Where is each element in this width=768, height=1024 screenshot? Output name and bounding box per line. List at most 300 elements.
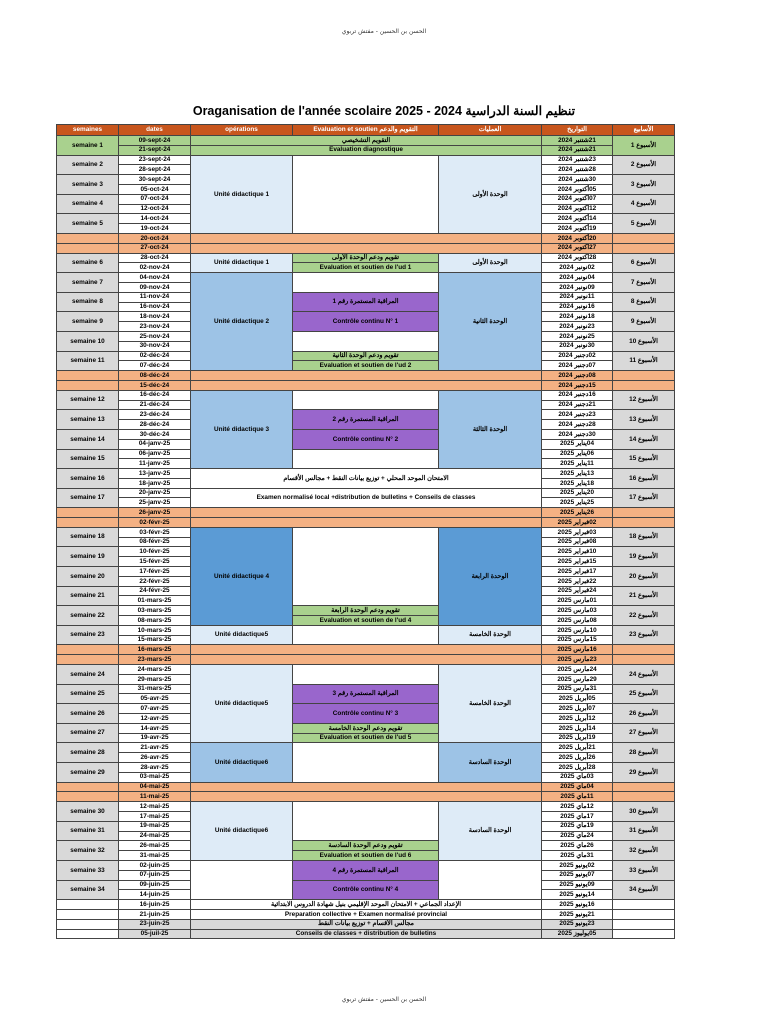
table-row (57, 429, 675, 439)
date-cell: 19-oct-24 (119, 224, 191, 234)
week-ar-label: الأسبوع 26 (613, 704, 675, 724)
date-cell: 23-sept-24 (119, 155, 191, 165)
eval-cell: تقويم ودعم الوحدة الثانية (293, 351, 439, 361)
table-row (57, 488, 675, 498)
date-cell: 09-juin-25 (119, 880, 191, 890)
vacation-cell (613, 655, 675, 665)
week-label: semaine 5 (57, 214, 119, 234)
table-row (57, 273, 675, 283)
date-cell: 06-janv-25 (119, 449, 191, 459)
table-row (57, 919, 675, 929)
unit-cell: Unité didactique 2 (191, 273, 293, 371)
week-ar-label: الأسبوع 14 (613, 429, 675, 449)
date-cell: 16-mars-25 (119, 645, 191, 655)
event-cell: Conseils de classes + distribution de bulletins (191, 929, 542, 939)
table-row (57, 743, 675, 753)
date-cell: 11-janv-25 (119, 459, 191, 469)
date-cell: 28-déc-24 (119, 420, 191, 430)
table-row (57, 331, 675, 341)
table-row (57, 155, 675, 165)
date-ar-cell: 25نونبر 2024 (542, 331, 613, 341)
week-ar-label: الأسبوع 4 (613, 194, 675, 214)
week-ar-label: الأسبوع 34 (613, 880, 675, 900)
table-row (57, 361, 675, 371)
date-ar-cell: 01مارس 2025 (542, 596, 613, 606)
table-row (57, 253, 675, 263)
vacation-cell (191, 655, 542, 665)
vacation-cell (613, 243, 675, 253)
week-label: semaine 23 (57, 625, 119, 645)
table-row (57, 684, 675, 694)
date-ar-cell: 08فبراير 2025 (542, 537, 613, 547)
col-operations: opérations (191, 125, 293, 136)
blank-cell (613, 919, 675, 929)
date-ar-cell: 30دجنبر 2024 (542, 429, 613, 439)
col-evaluation: Evaluation et soutien التقويم والدعم (293, 125, 439, 136)
date-cell: 19-avr-25 (119, 733, 191, 743)
date-ar-cell: 15دجنبر 2024 (542, 380, 613, 390)
unit-cell: Unité didactique6 (191, 802, 293, 861)
blank-cell (613, 900, 675, 910)
vacation-cell (191, 371, 542, 381)
eval-cell: المراقبة المستمرة رقم 3 (293, 684, 439, 704)
event-cell: مجالس الأقسام + توزيع بيانات النقط (191, 919, 542, 929)
date-cell: 15-févr-25 (119, 557, 191, 567)
calendar-table (56, 124, 675, 939)
week-ar-label: الأسبوع 25 (613, 684, 675, 704)
table-row (57, 841, 675, 851)
eval-cell-empty (293, 527, 439, 605)
week-ar-label: الأسبوع 22 (613, 606, 675, 626)
date-ar-cell: 21شتنبر 2024 (542, 145, 613, 155)
week-label: semaine 11 (57, 351, 119, 371)
table-row (57, 704, 675, 714)
eval-cell-empty (293, 449, 439, 469)
table-row (57, 900, 675, 910)
date-cell: 23-juin-25 (119, 919, 191, 929)
vacation-cell (57, 233, 119, 243)
vacation-cell (191, 518, 542, 528)
date-cell: 26-avr-25 (119, 753, 191, 763)
table-row (57, 527, 675, 537)
date-ar-cell: 17ماي 2025 (542, 811, 613, 821)
date-cell: 19-mai-25 (119, 821, 191, 831)
vacation-cell (57, 645, 119, 655)
date-cell: 09-nov-24 (119, 282, 191, 292)
week-ar-label: الأسبوع 7 (613, 273, 675, 293)
eval-cell: تقويم ودعم الوحدة الأولى (293, 253, 439, 263)
week-label: semaine 13 (57, 410, 119, 430)
blank-cell (57, 919, 119, 929)
table-row (57, 733, 675, 743)
vacation-cell (613, 518, 675, 528)
date-ar-cell: 22فبراير 2025 (542, 576, 613, 586)
date-ar-cell: 16دجنبر 2024 (542, 390, 613, 400)
date-ar-cell: 23شتنبر 2024 (542, 155, 613, 165)
date-ar-cell: 20أكتوبر 2024 (542, 233, 613, 243)
date-cell: 25-janv-25 (119, 498, 191, 508)
vacation-cell (57, 380, 119, 390)
date-ar-cell: 02نونبر 2024 (542, 263, 613, 273)
table-row (57, 449, 675, 459)
date-cell: 11-nov-24 (119, 292, 191, 302)
date-cell: 13-janv-25 (119, 469, 191, 479)
week-ar-label: الأسبوع 9 (613, 312, 675, 332)
unit-ar-cell: الوحدة السادسة (439, 743, 542, 782)
date-ar-cell: 02يونيو 2025 (542, 860, 613, 870)
date-cell: 02-déc-24 (119, 351, 191, 361)
date-cell: 07-déc-24 (119, 361, 191, 371)
date-ar-cell: 14يونيو 2025 (542, 890, 613, 900)
week-ar-label: الأسبوع 17 (613, 488, 675, 508)
unit-cell: Unité didactique 3 (191, 390, 293, 468)
date-cell: 15-mars-25 (119, 635, 191, 645)
vacation-row (57, 782, 675, 792)
date-ar-cell: 31مارس 2025 (542, 684, 613, 694)
date-ar-cell: 07أكتوبر 2024 (542, 194, 613, 204)
event-cell: التقويم التشخيصي (191, 136, 542, 146)
table-row (57, 625, 675, 635)
table-row (57, 665, 675, 675)
week-label: semaine 29 (57, 763, 119, 783)
unit-ar-cell: الوحدة الثانية (439, 273, 542, 371)
table-header-row (57, 125, 675, 136)
date-cell: 26-janv-25 (119, 508, 191, 518)
week-label: semaine 20 (57, 567, 119, 587)
table-row (57, 390, 675, 400)
date-ar-cell: 24مارس 2025 (542, 665, 613, 675)
date-cell: 14-avr-25 (119, 723, 191, 733)
unit-cell: Unité didactique 1 (191, 155, 293, 233)
date-ar-cell: 23نونبر 2024 (542, 322, 613, 332)
date-ar-cell: 11ماي 2025 (542, 792, 613, 802)
week-label: semaine 16 (57, 469, 119, 489)
week-label: semaine 8 (57, 292, 119, 312)
date-ar-cell: 02دجنبر 2024 (542, 351, 613, 361)
table-row (57, 851, 675, 861)
eval-cell: Evaluation et soutien de l'ud 6 (293, 851, 439, 861)
week-ar-label: الأسبوع 21 (613, 586, 675, 606)
date-ar-cell: 19أكتوبر 2024 (542, 224, 613, 234)
date-ar-cell: 04نونبر 2024 (542, 273, 613, 283)
date-cell: 03-févr-25 (119, 527, 191, 537)
event-cell: Evaluation diagnostique (191, 145, 542, 155)
date-cell: 26-mai-25 (119, 841, 191, 851)
vacation-cell (191, 508, 542, 518)
date-ar-cell: 06يناير 2025 (542, 449, 613, 459)
week-label: semaine 24 (57, 665, 119, 685)
week-ar-label: الأسبوع 27 (613, 723, 675, 743)
date-cell: 02-nov-24 (119, 263, 191, 273)
unit-ar-cell: الوحدة الخامسة (439, 665, 542, 743)
vacation-cell (57, 655, 119, 665)
date-ar-cell: 29مارس 2025 (542, 674, 613, 684)
unit-ar-cell: الوحدة الأولى (439, 155, 542, 233)
eval-cell-empty (293, 273, 439, 293)
eval-cell: Contrôle continu N° 4 (293, 880, 439, 900)
date-ar-cell: 18يناير 2025 (542, 478, 613, 488)
date-ar-cell: 31ماي 2025 (542, 851, 613, 861)
date-cell: 12-mai-25 (119, 802, 191, 812)
date-cell: 28-avr-25 (119, 763, 191, 773)
date-cell: 07-avr-25 (119, 704, 191, 714)
date-cell: 20-oct-24 (119, 233, 191, 243)
week-ar-label: الأسبوع 12 (613, 390, 675, 410)
date-ar-cell: 21يونيو 2025 (542, 909, 613, 919)
week-ar-label: الأسبوع 20 (613, 567, 675, 587)
date-cell: 08-mars-25 (119, 616, 191, 626)
vacation-cell (191, 792, 542, 802)
date-ar-cell: 11يناير 2025 (542, 459, 613, 469)
date-ar-cell: 28أبريل 2025 (542, 763, 613, 773)
date-ar-cell: 16مارس 2025 (542, 645, 613, 655)
date-cell: 05-oct-24 (119, 184, 191, 194)
date-cell: 30-sept-24 (119, 175, 191, 185)
date-cell: 17-févr-25 (119, 567, 191, 577)
date-cell: 27-oct-24 (119, 243, 191, 253)
week-label: semaine 15 (57, 449, 119, 469)
date-ar-cell: 07أبريل 2025 (542, 704, 613, 714)
vacation-row (57, 518, 675, 528)
week-ar-label: الأسبوع 24 (613, 665, 675, 685)
eval-cell-empty (293, 390, 439, 410)
date-cell: 25-nov-24 (119, 331, 191, 341)
date-cell: 31-mai-25 (119, 851, 191, 861)
date-cell: 28-sept-24 (119, 165, 191, 175)
eval-cell: تقويم ودعم الوحدة الخامسة (293, 723, 439, 733)
vacation-cell (191, 380, 542, 390)
date-cell: 24-mai-25 (119, 831, 191, 841)
date-cell: 12-oct-24 (119, 204, 191, 214)
eval-cell-empty (293, 802, 439, 841)
eval-cell: Contrôle continu N° 2 (293, 429, 439, 449)
week-ar-label: الأسبوع 28 (613, 743, 675, 763)
week-ar-label: الأسبوع 2 (613, 155, 675, 175)
unit-ar-cell: الوحدة الثالثة (439, 390, 542, 468)
date-ar-cell: 17فبراير 2025 (542, 567, 613, 577)
week-label: semaine 4 (57, 194, 119, 214)
week-ar-label: الأسبوع 32 (613, 841, 675, 861)
week-label: semaine 9 (57, 312, 119, 332)
ops-cell-empty (191, 860, 293, 899)
week-label: semaine 6 (57, 253, 119, 273)
vacation-cell (191, 645, 542, 655)
date-cell: 29-mars-25 (119, 674, 191, 684)
week-label: semaine 21 (57, 586, 119, 606)
col-ar-operations: العمليات (439, 125, 542, 136)
eval-cell: تقويم ودعم الوحدة الرابعة (293, 606, 439, 616)
date-ar-cell: 28دجنبر 2024 (542, 420, 613, 430)
week-label: semaine 14 (57, 429, 119, 449)
eval-cell: المراقبة المستمرة رقم 2 (293, 410, 439, 430)
table-row (57, 723, 675, 733)
vacation-row (57, 243, 675, 253)
week-label: semaine 18 (57, 527, 119, 547)
date-ar-cell: 11نونبر 2024 (542, 292, 613, 302)
col-ar-weeks: الأسابيع (613, 125, 675, 136)
week-label: semaine 10 (57, 331, 119, 351)
table-row (57, 136, 675, 146)
week-ar-label: الأسبوع 30 (613, 802, 675, 822)
col-ar-dates: التواريخ (542, 125, 613, 136)
date-ar-cell: 24فبراير 2025 (542, 586, 613, 596)
date-ar-cell: 14أكتوبر 2024 (542, 214, 613, 224)
date-cell: 30-nov-24 (119, 341, 191, 351)
date-ar-cell: 26ماي 2025 (542, 841, 613, 851)
date-cell: 16-déc-24 (119, 390, 191, 400)
table-row (57, 292, 675, 302)
eval-cell: Contrôle continu N° 3 (293, 704, 439, 724)
date-ar-cell: 25يناير 2025 (542, 498, 613, 508)
date-cell: 14-juin-25 (119, 890, 191, 900)
week-ar-label: الأسبوع 16 (613, 469, 675, 489)
date-ar-cell: 23دجنبر 2024 (542, 410, 613, 420)
date-cell: 18-nov-24 (119, 312, 191, 322)
week-ar-label: الأسبوع 31 (613, 821, 675, 841)
table-row (57, 880, 675, 890)
week-ar-label: الأسبوع 19 (613, 547, 675, 567)
date-cell: 31-mars-25 (119, 684, 191, 694)
vacation-cell (191, 243, 542, 253)
eval-cell: Evaluation et soutien de l'ud 2 (293, 361, 439, 371)
date-cell: 03-mai-25 (119, 772, 191, 782)
date-ar-cell: 21أبريل 2025 (542, 743, 613, 753)
vacation-row (57, 380, 675, 390)
date-cell: 09-sept-24 (119, 136, 191, 146)
vacation-row (57, 508, 675, 518)
date-cell: 28-oct-24 (119, 253, 191, 263)
date-ar-cell: 15فبراير 2025 (542, 557, 613, 567)
date-cell: 23-déc-24 (119, 410, 191, 420)
date-ar-cell: 27أكتوبر 2024 (542, 243, 613, 253)
date-cell: 05-avr-25 (119, 694, 191, 704)
table-row (57, 263, 675, 273)
week-ar-label: الأسبوع 33 (613, 860, 675, 880)
week-label: semaine 30 (57, 802, 119, 822)
eval-cell-empty (293, 331, 439, 351)
vacation-cell (613, 380, 675, 390)
table-row (57, 351, 675, 361)
date-cell: 21-déc-24 (119, 400, 191, 410)
unit-cell: Unité didactique 1 (191, 253, 293, 273)
page-title: Oraganisation de l'année scolaire 2025 - 2024 تنظيم السنة الدراسية (192, 104, 576, 118)
date-ar-cell: 02فبراير 2025 (542, 518, 613, 528)
vacation-cell (613, 782, 675, 792)
unit-ar-cell: الوحدة السادسة (439, 802, 542, 861)
week-label: semaine 31 (57, 821, 119, 841)
week-ar-label: الأسبوع 18 (613, 527, 675, 547)
date-ar-cell: 04يناير 2025 (542, 439, 613, 449)
date-cell: 18-janv-25 (119, 478, 191, 488)
week-ar-label: الأسبوع 3 (613, 175, 675, 195)
table-row (57, 929, 675, 939)
date-ar-cell: 20يناير 2025 (542, 488, 613, 498)
date-ar-cell: 03مارس 2025 (542, 606, 613, 616)
date-cell: 23-nov-24 (119, 322, 191, 332)
event-cell: Examen normalisé local +distribution de bulletins + Conseils de classes (191, 488, 542, 508)
date-cell: 10-févr-25 (119, 547, 191, 557)
date-cell: 11-mai-25 (119, 792, 191, 802)
eval-cell: Evaluation et soutien de l'ud 5 (293, 733, 439, 743)
event-cell: Preparation collective + Examen normalisé provincial (191, 909, 542, 919)
week-ar-label: الأسبوع 11 (613, 351, 675, 371)
vacation-cell (613, 645, 675, 655)
date-ar-cell: 26يناير 2025 (542, 508, 613, 518)
date-cell: 08-févr-25 (119, 537, 191, 547)
col-semaines: semaines (57, 125, 119, 136)
date-cell: 12-avr-25 (119, 714, 191, 724)
date-cell: 05-juil-25 (119, 929, 191, 939)
vacation-row (57, 233, 675, 243)
date-cell: 24-févr-25 (119, 586, 191, 596)
vacation-row (57, 792, 675, 802)
week-label: semaine 33 (57, 860, 119, 880)
unit-ar-cell: الوحدة الأولى (439, 253, 542, 273)
table-row (57, 312, 675, 322)
unit-cell: Unité didactique 4 (191, 527, 293, 625)
week-label: semaine 34 (57, 880, 119, 900)
week-ar-label: الأسبوع 5 (613, 214, 675, 234)
eval-cell: تقويم ودعم الوحدة السادسة (293, 841, 439, 851)
date-cell: 16-nov-24 (119, 302, 191, 312)
table-row (57, 616, 675, 626)
date-ar-cell: 03ماي 2025 (542, 772, 613, 782)
blank-cell (57, 900, 119, 910)
date-ar-cell: 19ماي 2025 (542, 821, 613, 831)
date-ar-cell: 26أبريل 2025 (542, 753, 613, 763)
vacation-cell (57, 508, 119, 518)
vacation-cell (613, 233, 675, 243)
col-dates: dates (119, 125, 191, 136)
footer-note: الحسن بن الحسين - مفتش تربوي (341, 996, 427, 1003)
date-cell: 16-juin-25 (119, 900, 191, 910)
table-row (57, 606, 675, 616)
date-cell: 08-déc-24 (119, 371, 191, 381)
eval-cell: المراقبة المستمرة رقم 4 (293, 860, 439, 880)
week-ar-label: الأسبوع 13 (613, 410, 675, 430)
week-ar-label: الأسبوع 8 (613, 292, 675, 312)
week-label: semaine 17 (57, 488, 119, 508)
blank-cell (57, 929, 119, 939)
date-ar-cell: 09نونبر 2024 (542, 282, 613, 292)
date-cell: 07-juin-25 (119, 870, 191, 880)
date-ar-cell: 10فبراير 2025 (542, 547, 613, 557)
blank-cell (613, 929, 675, 939)
date-cell: 21-sept-24 (119, 145, 191, 155)
eval-cell-empty (293, 625, 439, 645)
ops-ar-cell-empty (439, 860, 542, 899)
date-ar-cell: 05يوليوز 2025 (542, 929, 613, 939)
date-ar-cell: 14أبريل 2025 (542, 723, 613, 733)
date-cell: 23-mars-25 (119, 655, 191, 665)
week-ar-label: الأسبوع 23 (613, 625, 675, 645)
vacation-row (57, 371, 675, 381)
date-ar-cell: 07دجنبر 2024 (542, 361, 613, 371)
date-cell: 07-oct-24 (119, 194, 191, 204)
date-ar-cell: 05أكتوبر 2024 (542, 184, 613, 194)
date-cell: 21-juin-25 (119, 909, 191, 919)
vacation-cell (57, 518, 119, 528)
week-label: semaine 28 (57, 743, 119, 763)
vacation-row (57, 645, 675, 655)
vacation-cell (57, 792, 119, 802)
date-cell: 17-mai-25 (119, 811, 191, 821)
date-ar-cell: 08دجنبر 2024 (542, 371, 613, 381)
blank-cell (57, 909, 119, 919)
date-ar-cell: 30نونبر 2024 (542, 341, 613, 351)
date-ar-cell: 30شتنبر 2024 (542, 175, 613, 185)
vacation-cell (191, 782, 542, 792)
